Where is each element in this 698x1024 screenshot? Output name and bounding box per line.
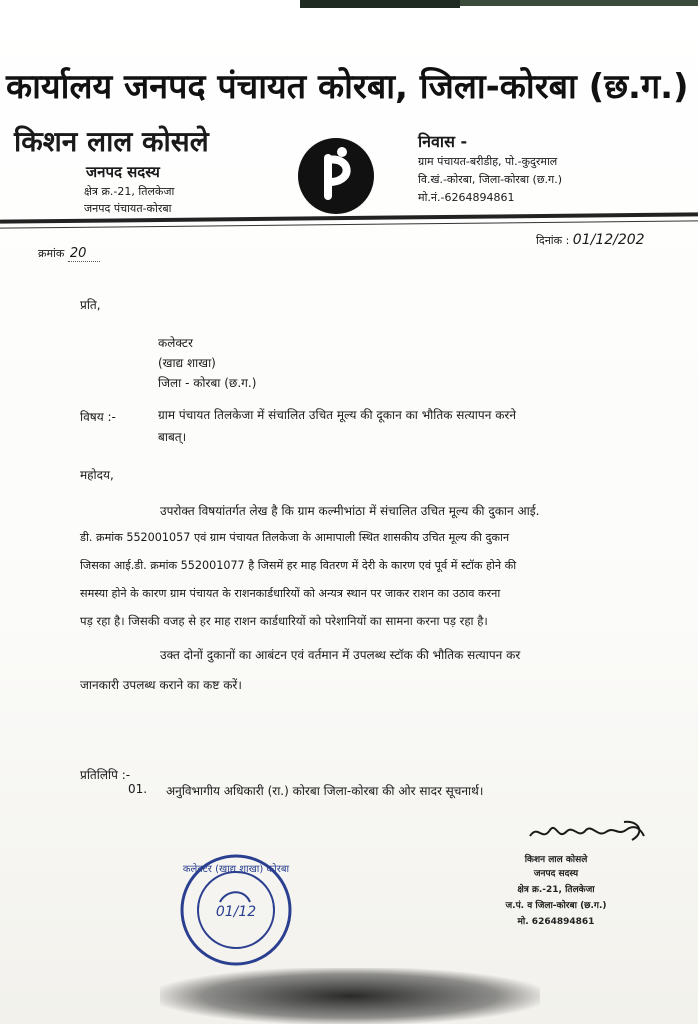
date-label: दिनांक : [536,234,570,247]
member-panchayat: जनपद पंचायत-कोरबा [84,202,172,215]
reference-label: क्रमांक [38,247,65,260]
signature [528,818,648,846]
body-line: जिसका आई.डी. क्रमांक 552001077 है जिसमें हर माह वितरण में देरी के कारण एवं पूर्व में स्टॉक होने की [80,559,517,572]
p-logo-graphic [298,138,374,214]
scan-shadow [160,968,540,1024]
residence-label: निवास - [418,132,468,151]
signatory-designation: जनपद सदस्य [533,869,579,879]
body-line: जानकारी उपलब्ध कराने का कष्ट करें। [80,678,242,692]
salutation: महोदय, [80,468,114,482]
top-scan-edge [300,0,460,8]
member-name: किशन लाल कोसले [14,125,209,158]
body-line: पड़ रहा है। जिसकी वजह से हर माह राशन कार्डधारियों को परेशानियों का सामना करना पड़ रहा है। [80,614,488,628]
subject-line: ग्राम पंचायत तिलकेजा में संचालित उचित मूल्य की दूकान का भौतिक सत्यापन करने [158,408,516,422]
date-value: 01/12/202 [572,232,645,248]
copy-number: 01. [128,782,148,796]
p-logo-icon [298,138,374,214]
collector-stamp [178,852,294,968]
member-area: क्षेत्र क्र.-21, तिलकेजा [84,185,175,198]
body-line: समस्या होने के कारण ग्राम पंचायत के राशनकार्डधारियों को अन्यत्र स्थान पर जाकर राशन का उठाव करना [80,587,501,600]
letter-date [536,232,645,248]
subject-label: विषय :- [80,410,116,424]
to-label: प्रति, [80,298,101,312]
recipient-line: (खाद्य शाखा) [158,356,216,370]
signatory-name: किशन लाल कोसले [524,855,588,865]
copy-label: प्रतिलिपि :- [80,768,131,782]
copy-text: अनुविभागीय अधिकारी (रा.) कोरबा जिला-कोरबा की ओर सादर सूचनार्थ। [166,784,484,798]
reference-number [38,246,100,261]
recipient-line: जिला - कोरबा (छ.ग.) [158,376,257,390]
signatory-area: क्षेत्र क्र.-21, तिलकेजा [517,885,595,895]
body-line: डी. क्रमांक 552001057 एवं ग्राम पंचायत तिलकेजा के आमापाली स्थित शासकीय उचित मूल्य की दुकान [80,531,510,544]
stamp-handwritten: 01/12 [215,904,257,920]
residence-line: वि.खं.-कोरबा, जिला-कोरबा (छ.ग.) [418,173,563,186]
reference-value: 20 [68,246,101,262]
residence-line: ग्राम पंचायत-बरीडीह, पो.-कुदुरमाल [418,155,558,168]
top-scan-edge-green [460,0,698,6]
stamp-text: कलेक्टर (खाद्य शाखा) कोरबा [182,864,290,875]
office-title: कार्यालय जनपद पंचायत कोरबा, जिला-कोरबा (छ.ग.) [6,67,689,107]
residence-mobile: मो.नं.-6264894861 [418,191,515,204]
member-designation: जनपद सदस्य [86,163,160,181]
body-line: उक्त दोनों दुकानों का आबंटन एवं वर्तमान में उपलब्ध स्टॉक की भौतिक सत्यापन कर [160,648,521,662]
signatory-panchayat: ज.पं. व जिला-कोरबा (छ.ग.) [505,901,607,911]
body-line: उपरोक्त विषयांतर्गत लेख है कि ग्राम कल्मीभांठा में संचालित उचित मूल्य की दुकान आई. [160,504,540,518]
recipient-line: कलेक्टर [158,336,193,350]
signatory-mobile: मो. 6264894861 [517,917,595,927]
subject-line: बाबत्। [158,430,187,444]
